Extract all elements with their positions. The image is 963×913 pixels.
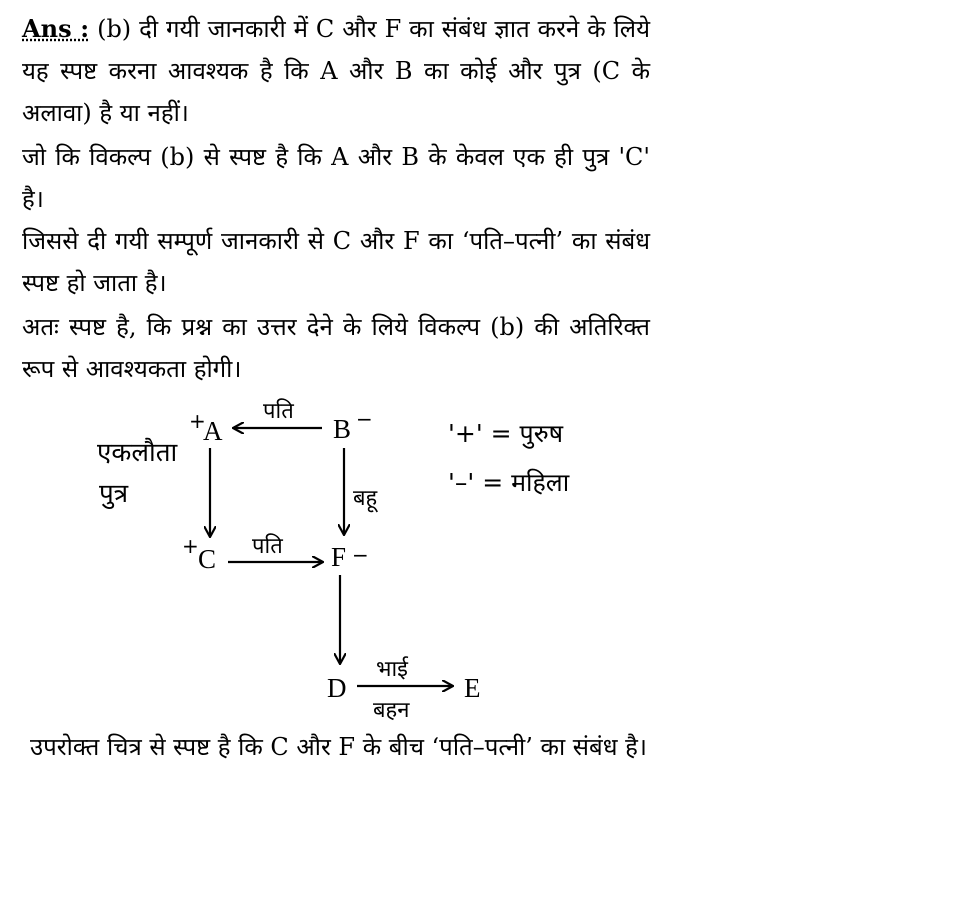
- node-c: C: [198, 544, 217, 574]
- label-a-c-only-son-line1: एकलौता: [97, 438, 178, 468]
- legend-minus-female: '–' = महिला: [448, 468, 570, 497]
- label-a-b-husband: पति: [263, 399, 294, 424]
- node-f: F: [331, 542, 347, 572]
- node-a: A: [203, 416, 223, 446]
- label-c-f-husband: पति: [252, 534, 283, 559]
- label-a-c-only-son-line2: पुत्र: [99, 479, 129, 509]
- label-d-e-brother: भाई: [376, 657, 408, 682]
- node-c-sign: +: [182, 534, 199, 558]
- node-f-sign: −: [352, 543, 369, 567]
- node-a-sign: +: [189, 409, 206, 433]
- answer-paragraph-5: उपरोक्त चित्र से स्पष्ट है कि C और F के बीच ‘पति–पत्नी’ का संबंध है।: [30, 733, 647, 761]
- answer-label: Ans :: [22, 14, 90, 43]
- node-b: B: [333, 414, 352, 444]
- node-e: E: [464, 673, 481, 703]
- answer-paragraph-2: जो कि विकल्प (b) से स्पष्ट है कि A और B के केवल एक ही पुत्र 'C' है।: [22, 143, 650, 213]
- node-b-sign: −: [356, 407, 373, 431]
- answer-text-1: (b) दी गयी जानकारी में C और F का संबंध ज्ञात करने के लिये यह स्पष्ट करना आवश्यक है कि A और B का कोई और पुत्र (C के अलावा) है या नहीं।: [22, 15, 650, 127]
- legend-plus-male: '+' = पुरुष: [448, 419, 564, 448]
- answer-paragraph-4: अतः स्पष्ट है, कि प्रश्न का उत्तर देने के लिये विकल्प (b) की अतिरिक्त रूप से आवश्यकता होगी।: [22, 313, 650, 383]
- label-b-f-daughter-in-law: बहू: [353, 486, 378, 511]
- label-d-e-sister: बहन: [373, 698, 410, 723]
- node-d: D: [327, 673, 347, 703]
- answer-paragraph-3: जिससे दी गयी सम्पूर्ण जानकारी से C और F का ‘पति–पत्नी’ का संबंध स्पष्ट हो जाता है।: [22, 227, 650, 297]
